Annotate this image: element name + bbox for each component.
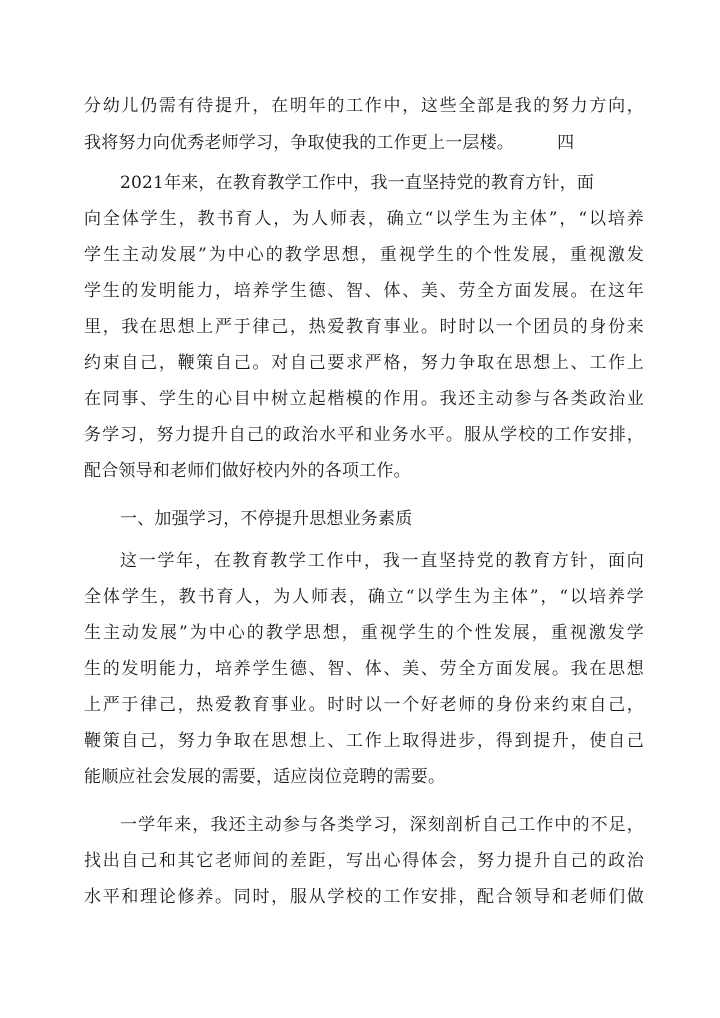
text-line: 找出自己和其它老师间的差距，写出心得体会，努力提升自己的政治 <box>84 851 644 871</box>
text-line: 生的发明能力，培养学生德、智、体、美、劳全方面发展。我在思想 <box>84 659 644 679</box>
text-line: 鞭策自己，努力争取在思想上、工作上取得进步，得到提升，使自己 <box>84 731 644 751</box>
text-line: 约束自己，鞭策自己。对自己要求严格，努力争取在思想上、工作上 <box>84 353 644 373</box>
paragraph-start-line: 这一学年，在教育教学工作中，我一直坚持党的教育方针，面向 <box>120 551 644 571</box>
paragraph-start-line: 一学年来，我还主动参与各类学习，深刻剖析自己工作中的不足， <box>120 815 644 835</box>
text-line: 务学习，努力提升自己的政治水平和业务水平。服从学校的工作安排， <box>84 425 644 445</box>
text-line: 生主动发展”为中心的教学思想，重视学生的个性发展，重视激发学 <box>84 623 644 643</box>
paragraph-start-line: 2021年来，在教育教学工作中，我一直坚持党的教育方针，面 <box>120 173 595 193</box>
text-line: 上严于律己，热爱教育事业。时时以一个好老师的身份来约束自己， <box>84 695 644 715</box>
text-line: 学生主动发展”为中心的教学思想，重视学生的个性发展，重视激发 <box>84 245 644 265</box>
text-line: 向全体学生，教书育人，为人师表，确立“以学生为主体”，“以培养 <box>84 209 644 229</box>
text-line: 里，我在思想上严于律己，热爱教育事业。时时以一个团员的身份来 <box>84 317 644 337</box>
text-line: 能顺应社会发展的需要，适应岗位竞聘的需要。 <box>84 767 446 787</box>
text-line: 我将努力向优秀老师学习，争取使我的工作更上一层楼。 四 <box>84 133 575 153</box>
text-line: 水平和理论修养。同时，服从学校的工作安排，配合领导和老师们做 <box>84 887 644 907</box>
text-line: 全体学生，教书育人，为人师表，确立“以学生为主体”，“以培养学 <box>84 587 644 607</box>
text-line: 学生的发明能力，培养学生德、智、体、美、劳全方面发展。在这年 <box>84 281 644 301</box>
text-line: 分幼儿仍需有待提升，在明年的工作中，这些全部是我的努力方向， <box>84 96 644 116</box>
text-line: 配合领导和老师们做好校内外的各项工作。 <box>84 461 411 481</box>
section-heading: 一、加强学习，不停提升思想业务素质 <box>120 509 413 529</box>
text-line: 在同事、学生的心目中树立起楷模的作用。我还主动参与各类政治业 <box>84 389 644 409</box>
